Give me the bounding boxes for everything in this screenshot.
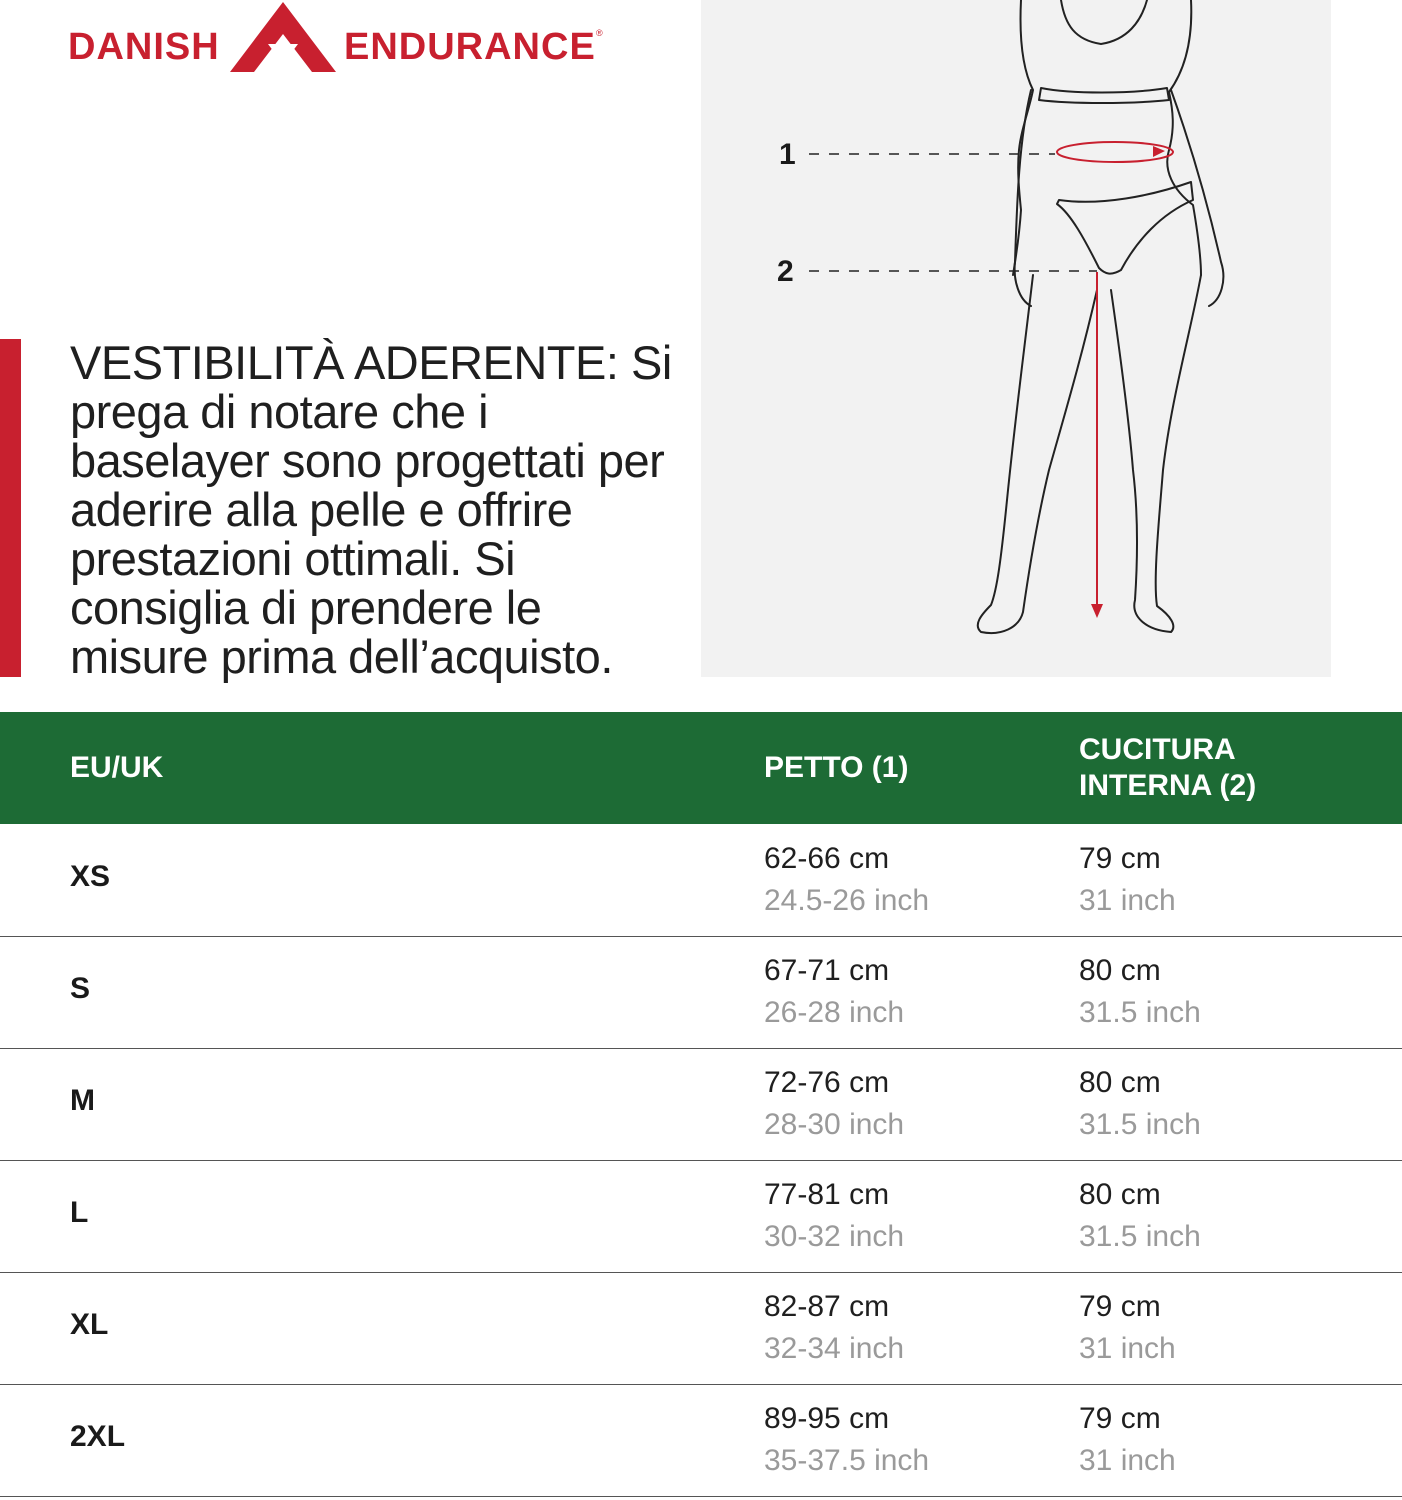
female-body-measurement-icon <box>701 0 1331 677</box>
size-label: M <box>70 1084 95 1117</box>
inseam-cm: 80 cm <box>1079 1066 1161 1099</box>
chest-cm: 82-87 cm <box>764 1290 890 1323</box>
inseam-inch: 31.5 inch <box>1079 1220 1201 1253</box>
size-label: XL <box>70 1308 109 1341</box>
brand-word-endurance: ENDURANCE <box>344 26 596 68</box>
table-row <box>0 1160 1402 1273</box>
chest-cm: 72-76 cm <box>764 1066 890 1099</box>
measurement-figure <box>701 0 1331 677</box>
inseam-inch: 31 inch <box>1079 1332 1176 1365</box>
fit-notice: VESTIBILITÀ ADERENTE: Si prega di notare che i baselayer sono progettati per aderire alla pelle e offrire prestazioni ottimali. Si consiglia di prendere le misure prima dell’acquisto. <box>70 336 672 683</box>
chest-inch: 32-34 inch <box>764 1332 905 1365</box>
size-label: XS <box>70 860 111 893</box>
chest-cm: 89-95 cm <box>764 1402 890 1435</box>
measurement-label-1: 1 <box>779 138 796 171</box>
header-inseam: CUCITURA INTERNA (2) <box>1079 733 1257 802</box>
size-label: L <box>70 1196 89 1229</box>
accent-bar <box>0 339 21 677</box>
inseam-cm: 79 cm <box>1079 1402 1161 1435</box>
inseam-inch: 31.5 inch <box>1079 1108 1201 1141</box>
chest-inch: 24.5-26 inch <box>764 884 930 917</box>
inseam-inch: 31 inch <box>1079 1444 1176 1477</box>
brand-mark-icon <box>228 0 338 76</box>
chest-inch: 30-32 inch <box>764 1220 905 1253</box>
inseam-cm: 80 cm <box>1079 954 1161 987</box>
chest-cm: 67-71 cm <box>764 954 890 987</box>
header-size: EU/UK <box>70 751 164 784</box>
inseam-cm: 79 cm <box>1079 1290 1161 1323</box>
table-row <box>0 1048 1402 1161</box>
chest-inch: 35-37.5 inch <box>764 1444 930 1477</box>
table-row <box>0 1272 1402 1385</box>
inseam-cm: 79 cm <box>1079 842 1161 875</box>
registered-mark: ® <box>596 28 603 38</box>
chest-cm: 62-66 cm <box>764 842 890 875</box>
brand-word-danish: DANISH <box>68 26 220 68</box>
table-row <box>0 936 1402 1049</box>
chest-inch: 26-28 inch <box>764 996 905 1029</box>
inseam-inch: 31.5 inch <box>1079 996 1201 1029</box>
inseam-inch: 31 inch <box>1079 884 1176 917</box>
size-label: 2XL <box>70 1420 126 1453</box>
measurement-label-2: 2 <box>777 255 794 288</box>
table-row <box>0 824 1402 937</box>
table-row <box>0 1384 1402 1497</box>
inseam-cm: 80 cm <box>1079 1178 1161 1211</box>
size-label: S <box>70 972 91 1005</box>
size-table-header <box>0 712 1402 824</box>
header-chest: PETTO (1) <box>764 751 909 784</box>
chest-inch: 28-30 inch <box>764 1108 905 1141</box>
chest-cm: 77-81 cm <box>764 1178 890 1211</box>
brand-logo <box>68 0 628 80</box>
